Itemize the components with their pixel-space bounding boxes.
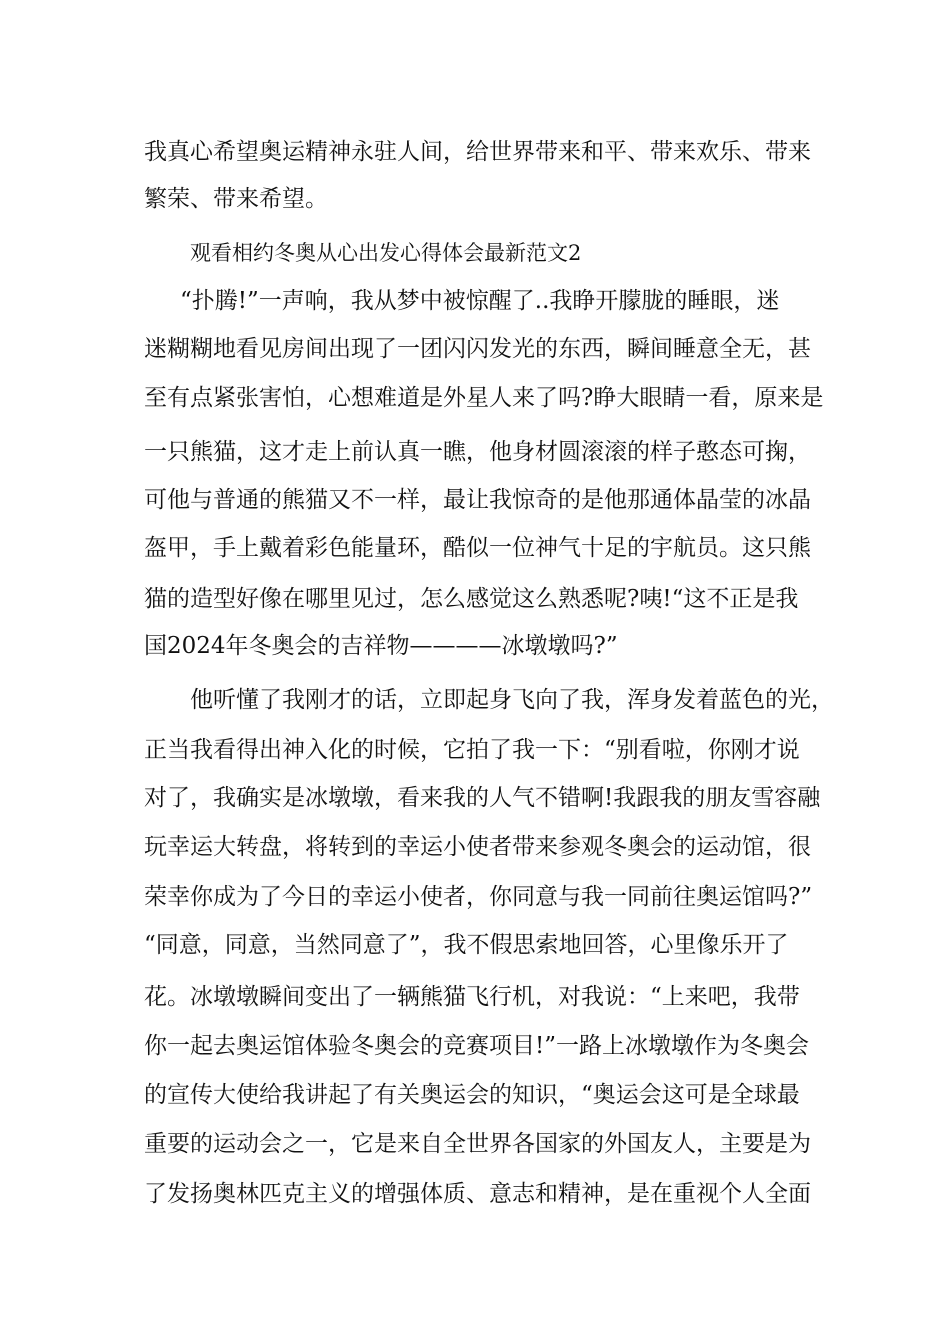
text-line: 国2024年冬奥会的吉祥物————冰墩墩吗?” — [144, 633, 618, 659]
text-line: 猫的造型好像在哪里见过，怎么感觉这么熟悉呢?咦!“这不正是我 — [144, 586, 799, 612]
text-line: 你一起去奥运馆体验冬奥会的竞赛项目!”一路上冰墩墩作为冬奥会 — [144, 1033, 810, 1059]
text-line: 荣幸你成为了今日的幸运小使者，你同意与我一同前往奥运馆吗?” — [144, 884, 813, 910]
text-line: 我真心希望奥运精神永驻人间，给世界带来和平、带来欢乐、带来 — [144, 139, 811, 165]
text-line: 对了，我确实是冰墩墩，看来我的人气不错啊!我跟我的朋友雪容融 — [144, 785, 821, 811]
text-line: 的宣传大使给我讲起了有关奥运会的知识，“奥运会这可是全球最 — [144, 1082, 800, 1108]
text-line: 可他与普通的熊猫又不一样，最让我惊奇的是他那通体晶莹的冰晶 — [144, 487, 811, 513]
text-line: 迷糊糊地看见房间出现了一团闪闪发光的东西，瞬间睡意全无，甚 — [144, 336, 811, 362]
text-line: 重要的运动会之一，它是来自全世界各国家的外国友人，主要是为 — [144, 1131, 811, 1157]
text-line: 花。冰墩墩瞬间变出了一辆熊猫飞行机，对我说：“上来吧，我带 — [144, 984, 800, 1010]
text-line: 繁荣、带来希望。 — [144, 186, 328, 212]
text-line: “同意，同意，当然同意了”，我不假思索地回答，心里像乐开了 — [144, 932, 789, 958]
section-heading: 观看相约冬奥从心出发心得体会最新范文2 — [190, 241, 582, 265]
text-line: 至有点紧张害怕，心想难道是外星人来了吗?睁大眼睛一看，原来是 — [144, 385, 824, 411]
text-line: 盔甲，手上戴着彩色能量环，酷似一位神气十足的宇航员。这只熊 — [144, 535, 811, 561]
text-line: 了发扬奥林匹克主义的增强体质、意志和精神，是在重视个人全面 — [144, 1181, 811, 1207]
text-line: 正当我看得出神入化的时候，它拍了我一下：“别看啦，你刚才说 — [144, 737, 800, 763]
text-line: “扑腾!”一声响，我从梦中被惊醒了..我睁开朦胧的睡眼，迷 — [180, 288, 780, 314]
text-line: 玩幸运大转盘，将转到的幸运小使者带来参观冬奥会的运动馆，很 — [144, 834, 811, 860]
text-line: 他听懂了我刚才的话，立即起身飞向了我，浑身发着蓝色的光， — [190, 687, 834, 713]
text-line: 一只熊猫，这才走上前认真一瞧，他身材圆滚滚的样子憨态可掬， — [144, 439, 811, 465]
